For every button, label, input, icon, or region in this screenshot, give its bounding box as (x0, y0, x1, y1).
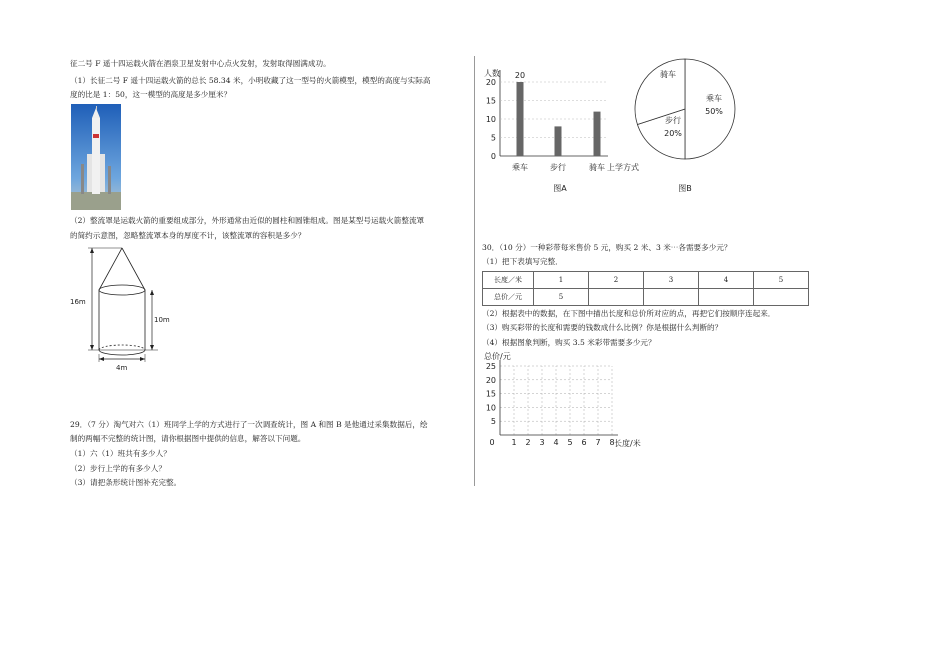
table-cell: 4 (699, 272, 754, 289)
table-cell[interactable] (644, 289, 699, 306)
q30-sub4: （4）根据图象判断，购买 3.5 米彩带需要多少元？ (482, 338, 656, 347)
y-tick-label: 20 (485, 375, 496, 385)
y-axis-label: 总价/元 (484, 352, 511, 361)
intro-text: 征二号 F 遥十四运载火箭在酒泉卫星发射中心点火发射，发射取得圆满成功。 (70, 59, 331, 68)
y-tick-label: 10 (485, 403, 496, 413)
pie-chart-b (630, 55, 740, 195)
q30-sub1: （1）把下表填写完整． (482, 257, 563, 266)
price-table (482, 271, 809, 306)
y-axis-label: 人数 (484, 69, 500, 78)
x-tick-label: 5 (567, 438, 573, 447)
slice-percent: 50% (705, 107, 723, 116)
x-tick-label: 3 (539, 438, 545, 447)
table-row (483, 289, 809, 306)
x-tick-label: 乘车 (512, 163, 528, 172)
chart-title: 图A (553, 184, 567, 193)
y-tick-label: 10 (485, 115, 496, 124)
bar-chart-a (478, 60, 648, 200)
y-tick-label: 5 (490, 417, 496, 427)
table-head-price: 总价／元 (483, 289, 534, 306)
bar (594, 112, 601, 156)
x-tick-label: 6 (581, 438, 587, 447)
y-tick-label: 0 (490, 152, 496, 161)
table-cell[interactable] (699, 289, 754, 306)
table-cell[interactable] (589, 289, 644, 306)
table-head-length: 长度／米 (483, 272, 534, 289)
x-tick-label: 4 (553, 438, 559, 447)
slice-percent: 20% (664, 129, 682, 138)
q2-line1: （2）整流罩是运载火箭的重要组成部分，外形通常由近似的圆柱和圆锥组成。图是某型号运载火箭整流罩 (70, 216, 425, 225)
q30-sub3: （3）购买彩带的长度和需要的钱数成什么比例？你是根据什么判断的？ (482, 323, 723, 332)
q1-line1: （1）长征二号 F 遥十四运载火箭的总长 58.34 米，小明收藏了这一型号的火箭模型，模型的高度与实际高 (70, 76, 431, 85)
q2-line2: 的简约示意图，忽略整流罩本身的厚度不计，该整流罩的容积是多少？ (70, 231, 306, 240)
q29-line2: 制的两幅不完整的统计图，请你根据图中提供的信息，解答以下问题。 (70, 434, 306, 443)
data-label: 20 (514, 71, 526, 80)
x-tick-label: 2 (525, 438, 531, 447)
x-tick-label: 0 (489, 438, 495, 447)
x-tick-label: 步行 (550, 163, 566, 172)
table-cell: 1 (534, 272, 589, 289)
q1-line2: 度的比是 1：50，这一模型的高度是多少厘米？ (70, 90, 232, 99)
fairing-figure (70, 244, 180, 374)
table-cell: 2 (589, 272, 644, 289)
table-cell: 3 (644, 272, 699, 289)
slice-label: 乘车 (706, 94, 722, 103)
table-row (483, 272, 809, 289)
chart-title: 图B (678, 184, 692, 193)
q30-title: 30．（10 分）一种彩带每米售价 5 元，购买 2 米、3 米⋯各需要多少元？ (482, 243, 732, 252)
fig-height-total: 16m (70, 298, 86, 306)
slice-label: 步行 (665, 116, 681, 125)
bar (555, 126, 562, 156)
table-cell[interactable] (754, 289, 809, 306)
price-grid-chart (480, 348, 660, 453)
column-divider (474, 56, 475, 486)
x-tick-label: 7 (595, 438, 601, 447)
x-axis-label: 长度/米 (614, 439, 641, 448)
y-tick-label: 15 (485, 96, 496, 106)
q29-sub1: （1）六（1）班共有多少人？ (70, 449, 171, 458)
q29-sub3: （3）请把条形统计图补充完整。 (70, 478, 182, 487)
bar (517, 82, 524, 156)
q29-sub2: （2）步行上学的有多少人？ (70, 464, 166, 473)
y-tick-label: 20 (485, 78, 496, 87)
y-tick-label: 25 (485, 362, 496, 371)
x-tick-label: 骑车 (589, 163, 605, 172)
slice-label: 骑车 (660, 70, 676, 79)
x-tick-label: 8 (609, 438, 615, 447)
x-axis-label: 上学方式 (607, 163, 639, 172)
x-tick-label: 1 (511, 438, 517, 447)
rocket-photo (71, 104, 121, 210)
y-tick-label: 5 (490, 133, 496, 143)
q30-sub2: （2）根据表中的数据，在下图中描出长度和总价所对应的点，再把它们按顺序连起来． (482, 309, 776, 318)
fig-diameter: 4m (116, 364, 128, 372)
table-cell: 5 (754, 272, 809, 289)
q29-line1: 29．（7 分）淘气对六（1）班同学上学的方式进行了一次调查统计，图 A 和图 B 是他通过采集数据后，绘 (70, 420, 428, 429)
fig-height-cylinder: 10m (154, 316, 170, 324)
table-cell[interactable]: 5 (534, 289, 589, 306)
y-tick-label: 15 (485, 389, 496, 399)
